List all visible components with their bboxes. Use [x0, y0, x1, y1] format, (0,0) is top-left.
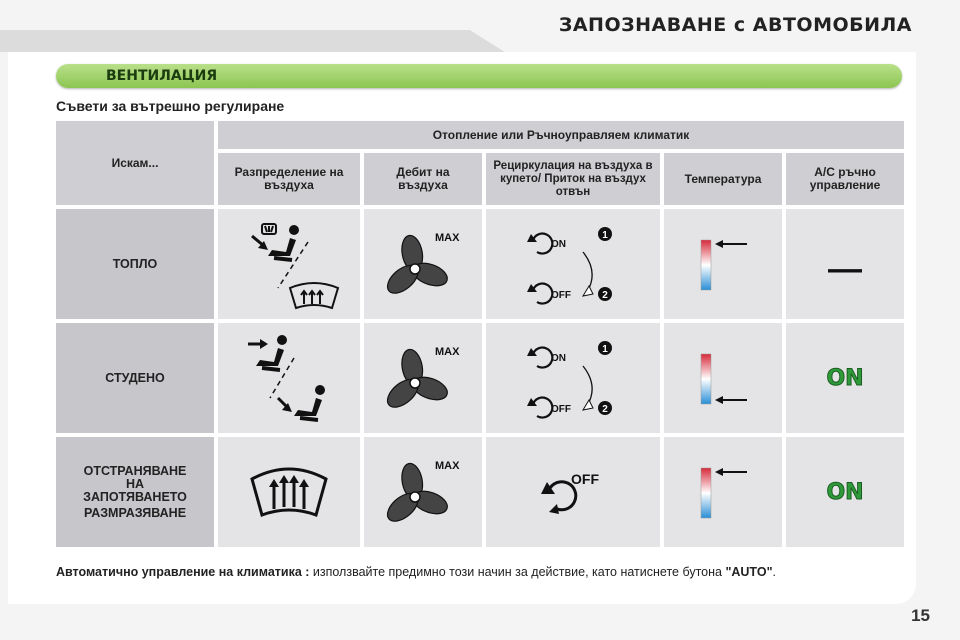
row-cold-distribution: [218, 323, 360, 433]
temperature-slider-icon: [683, 214, 763, 314]
step-2-badge: 2: [602, 290, 608, 301]
step-1-badge: 1: [602, 230, 608, 241]
section-title: ВЕНТИЛАЦИЯ: [106, 68, 218, 84]
fan-max-label: MAX: [435, 460, 460, 472]
footer-text: използвайте предимно този начин за действие, като натиснете бутона: [309, 565, 726, 579]
row-cold-temperature: [664, 323, 782, 433]
footer-auto-button: "AUTO": [725, 565, 773, 579]
subtitle: Съвети за вътрешно регулиране: [56, 98, 285, 114]
column-header-flow: Дебит на въздуха: [364, 153, 482, 205]
row-label-cold: СТУДЕНО: [56, 323, 214, 433]
arrow-left-icon: [715, 240, 747, 248]
recirc-on-label: ON: [551, 239, 566, 250]
recirculation-icon: [513, 214, 633, 314]
temperature-slider-icon: [683, 328, 763, 428]
row-demist-ac: [786, 437, 904, 547]
section-title-bar: [56, 64, 902, 88]
row-warm-distribution: [218, 209, 360, 319]
row-label-demist-line-1: ОТСТРАНЯВАНЕ: [83, 463, 187, 478]
row-demist-flow: [364, 437, 482, 547]
row-cold-ac: [786, 323, 904, 433]
footer-note: [56, 565, 926, 579]
row-demist-distribution: [218, 437, 360, 547]
ac-off-dash: —: [828, 249, 862, 288]
fan-icon: [373, 333, 473, 423]
row-cold-recirculation: [486, 323, 660, 433]
fan-icon: [373, 447, 473, 537]
row-warm-recirculation: [486, 209, 660, 319]
ac-on-label: ON: [826, 479, 864, 505]
row-demist-recirculation: [486, 437, 660, 547]
seat-airflow-icon: [224, 214, 354, 314]
footer-bold: Автоматично управление на климатика :: [56, 565, 310, 579]
row-warm-ac: [786, 209, 904, 319]
row-demist-temperature: [664, 437, 782, 547]
recirc-off-label: OFF: [551, 290, 571, 301]
step-1-badge: 1: [602, 344, 608, 355]
row-label-demist-line-2: НА: [125, 476, 145, 491]
column-header-ac: A/C ръчно управление: [786, 153, 904, 205]
seat-airflow-icon: [224, 328, 354, 428]
temperature-slider-icon: [683, 442, 763, 542]
recirc-on-label: ON: [551, 353, 566, 364]
row-label-demist-line-3: ЗАПОТЯВАНЕТО: [83, 489, 187, 504]
row-warm-temperature: [664, 209, 782, 319]
arrow-left-icon: [715, 468, 747, 476]
column-header-distribution: Разпределение на въздуха: [218, 153, 360, 205]
windscreen-demist-icon: [244, 457, 334, 527]
footer-end: .: [772, 565, 776, 579]
ac-on-label: ON: [826, 365, 864, 391]
row-label-demist: [56, 437, 214, 547]
row-label-demist-line-4: РАЗМРАЗЯВАНЕ: [83, 505, 187, 520]
row-label-warm: ТОПЛО: [56, 209, 214, 319]
step-2-badge: 2: [602, 404, 608, 415]
recirc-off-label: OFF: [551, 404, 571, 415]
fan-icon: [373, 219, 473, 309]
fan-max-label: MAX: [435, 346, 460, 358]
column-header-recirculation: Рециркулация на въздуха в купето/ Приток на въздух отвън: [486, 153, 660, 205]
fan-max-label: MAX: [435, 232, 460, 244]
column-header-temperature: Температура: [664, 153, 782, 205]
page-header-title: ЗАПОЗНАВАНЕ с АВТОМОБИЛА: [558, 14, 912, 36]
arrow-left-icon: [715, 396, 747, 404]
table-group-header: Отопление или Ръчноуправляем климатик: [218, 121, 904, 149]
table-corner-header: Искам...: [56, 121, 214, 205]
row-warm-flow: [364, 209, 482, 319]
recirc-off-label: OFF: [571, 471, 599, 487]
recirculation-icon: [513, 328, 633, 428]
page-number: 15: [911, 606, 930, 625]
ventilation-table: [56, 121, 904, 547]
row-cold-flow: [364, 323, 482, 433]
recirculation-icon: [513, 452, 633, 532]
